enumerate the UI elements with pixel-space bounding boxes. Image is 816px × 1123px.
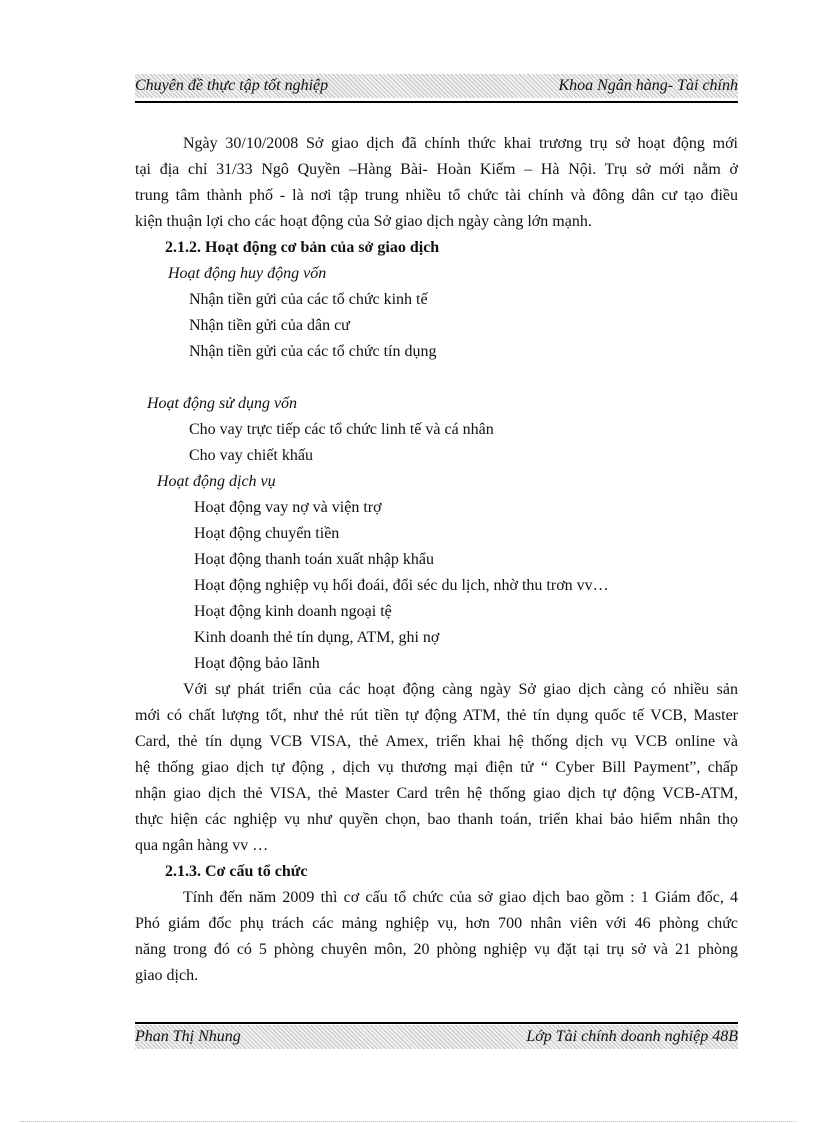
footer-author: Phan Thị Nhung: [135, 1028, 241, 1045]
paragraph-line: tại địa chỉ 31/33 Ngô Quyền –Hàng Bài- Hoàn Kiếm – Hà Nội. Trụ sở mới nằm ở: [135, 161, 738, 178]
paragraph-line: Với sự phát triển của các hoạt động càng ngày Sở giao dịch càng có nhiều sản: [183, 681, 738, 698]
list-item: Cho vay chiết khấu: [189, 447, 313, 464]
section-heading: 2.1.2. Hoạt động cơ bản của sở giao dịch: [165, 239, 440, 256]
list-item: Hoạt động vay nợ và viện trợ: [194, 499, 382, 516]
header-divider: [135, 101, 738, 103]
paragraph-line: Phó giám đốc phụ trách các mảng nghiệp vụ, hơn 700 nhân viên với 46 phòng chức: [135, 915, 738, 932]
list-item: Hoạt động bảo lãnh: [194, 655, 320, 672]
list-item: Cho vay trực tiếp các tổ chức linh tế và cá nhân: [189, 421, 494, 438]
category-heading: Hoạt động sử dụng vốn: [147, 395, 298, 412]
list-item: Kinh doanh thẻ tín dụng, ATM, ghi nợ: [194, 629, 440, 646]
paragraph-line: qua ngân hàng vv …: [135, 837, 269, 854]
paragraph-line: Tính đến năm 2009 thì cơ cấu tổ chức của sở giao dịch bao gồm : 1 Giám đốc, 4: [183, 889, 738, 906]
list-item: Nhận tiền gửi của các tổ chức kinh tế: [189, 291, 428, 308]
footer-divider: [135, 1022, 738, 1024]
page-footer: [135, 1025, 738, 1049]
header-faculty: Khoa Ngân hàng- Tài chính: [558, 77, 738, 94]
paragraph-line: trung tâm thành phố - là nơi tập trung nhiều tổ chức tài chính và đông dân cư tạo điều: [135, 187, 738, 204]
list-item: Hoạt động chuyển tiền: [194, 525, 340, 542]
category-heading: Hoạt động dịch vụ: [157, 473, 276, 490]
list-item: Nhận tiền gửi của dân cư: [189, 317, 350, 334]
paragraph-line: Ngày 30/10/2008 Sở giao dịch đã chính thức khai trương trụ sở hoạt động mới: [183, 135, 738, 152]
paragraph-line: kiện thuận lợi cho các hoạt động của Sở giao dịch ngày càng lớn mạnh.: [135, 213, 592, 230]
paragraph-line: thực hiện các nghiệp vụ như quyền chọn, bao thanh toán, triển khai bảo hiểm nhân thọ: [135, 811, 738, 828]
category-heading: Hoạt động huy động vốn: [168, 265, 327, 282]
header-course-title: Chuyên đề thực tập tốt nghiệp: [135, 77, 329, 94]
paragraph-line: Card, thẻ tín dụng VCB VISA, thẻ Amex, triển khai hệ thống dịch vụ VCB online và: [135, 733, 738, 750]
list-item: Hoạt động thanh toán xuất nhập khẩu: [194, 551, 434, 568]
list-item: Hoạt động nghiệp vụ hối đoái, đổi séc du lịch, nhờ thu trơn vv…: [194, 577, 609, 594]
paragraph-line: mới có chất lượng tốt, như thẻ rút tiền tự động ATM, thẻ tín dụng quốc tế VCB, Master: [135, 707, 738, 724]
page-bottom-edge: [20, 1121, 796, 1122]
paragraph-line: giao dịch.: [135, 967, 199, 984]
list-item: Nhận tiền gửi của các tổ chức tín dụng: [189, 343, 437, 360]
footer-class: Lớp Tài chính doanh nghiệp 48B: [526, 1028, 738, 1045]
paragraph-line: nhận giao dịch thẻ VISA, thẻ Master Card trên hệ thống giao dịch tự động VCB-ATM,: [135, 785, 738, 802]
page-header: [135, 74, 738, 98]
section-heading: 2.1.3. Cơ cấu tổ chức: [165, 863, 308, 880]
paragraph-line: hệ thống giao dịch tự động , dịch vụ thương mại điện tử “ Cyber Bill Payment”, chấp: [135, 759, 738, 776]
paragraph-line: năng trong đó có 5 phòng chuyên môn, 20 phòng nghiệp vụ đặt tại trụ sở và 21 phòng: [135, 941, 738, 958]
list-item: Hoạt động kinh doanh ngoại tệ: [194, 603, 392, 620]
